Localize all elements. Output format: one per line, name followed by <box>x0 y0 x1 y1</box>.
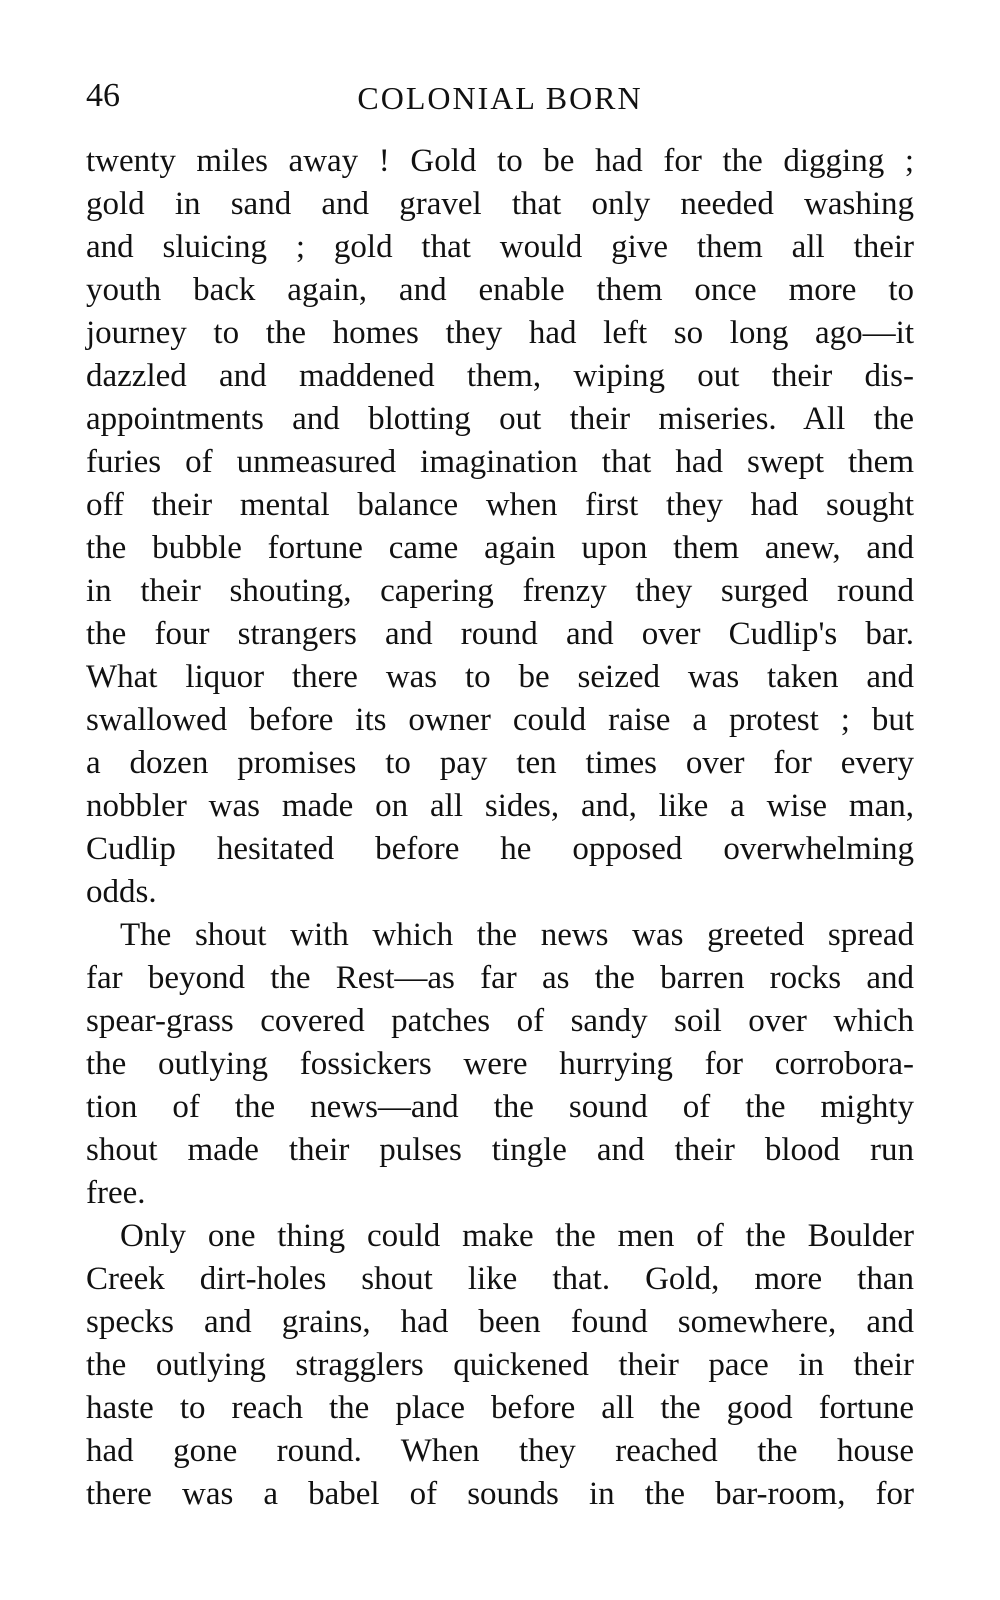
text-line: had gone round. When they reached the house <box>86 1433 914 1469</box>
text-line: the bubble fortune came again upon them anew, and <box>86 530 914 566</box>
text-line: specks and grains, had been found somewhere, and <box>86 1304 914 1340</box>
text-line: haste to reach the place before all the good fortune <box>86 1390 914 1426</box>
text-line: spear-grass covered patches of sandy soil over which <box>86 1003 914 1039</box>
body-text <box>86 140 914 1516</box>
text-line: twenty miles away ! Gold to be had for the digging ; <box>86 143 914 179</box>
text-line: tion of the news—and the sound of the mighty <box>86 1089 914 1125</box>
text-line: there was a babel of sounds in the bar-room, for <box>86 1476 914 1512</box>
text-line: odds. <box>86 874 157 910</box>
text-line: youth back again, and enable them once more to <box>86 272 914 308</box>
text-line: appointments and blotting out their miseries. All the <box>86 401 914 437</box>
text-line: shout made their pulses tingle and their blood run <box>86 1132 914 1168</box>
text-line: a dozen promises to pay ten times over for every <box>86 745 914 781</box>
text-line: furies of unmeasured imagination that had swept them <box>86 444 914 480</box>
text-line: swallowed before its owner could raise a protest ; but <box>86 702 914 738</box>
text-line: in their shouting, capering frenzy they surged round <box>86 573 914 609</box>
page-number: 46 <box>86 77 120 114</box>
text-line: What liquor there was to be seized was taken and <box>86 659 914 695</box>
text-line: the four strangers and round and over Cudlip's bar. <box>86 616 914 652</box>
text-line: off their mental balance when first they had sought <box>86 487 914 523</box>
text-line: journey to the homes they had left so long ago—it <box>86 315 914 351</box>
text-line: dazzled and maddened them, wiping out their dis- <box>86 358 914 394</box>
text-line: far beyond the Rest—as far as the barren rocks and <box>86 960 914 996</box>
text-line: The shout with which the news was greeted spread <box>120 917 914 953</box>
text-line: and sluicing ; gold that would give them all their <box>86 229 914 265</box>
running-title: COLONIAL BORN <box>357 80 643 116</box>
text-line: Creek dirt-holes shout like that. Gold, more than <box>86 1261 914 1297</box>
text-line: gold in sand and gravel that only needed washing <box>86 186 914 222</box>
text-line: the outlying fossickers were hurrying for corrobora- <box>86 1046 914 1082</box>
text-line: Only one thing could make the men of the Boulder <box>120 1218 914 1254</box>
text-line: the outlying stragglers quickened their pace in their <box>86 1347 914 1383</box>
text-line: Cudlip hesitated before he opposed overwhelming <box>86 831 914 867</box>
text-line: free. <box>86 1175 146 1211</box>
text-line: nobbler was made on all sides, and, like a wise man, <box>86 788 914 824</box>
